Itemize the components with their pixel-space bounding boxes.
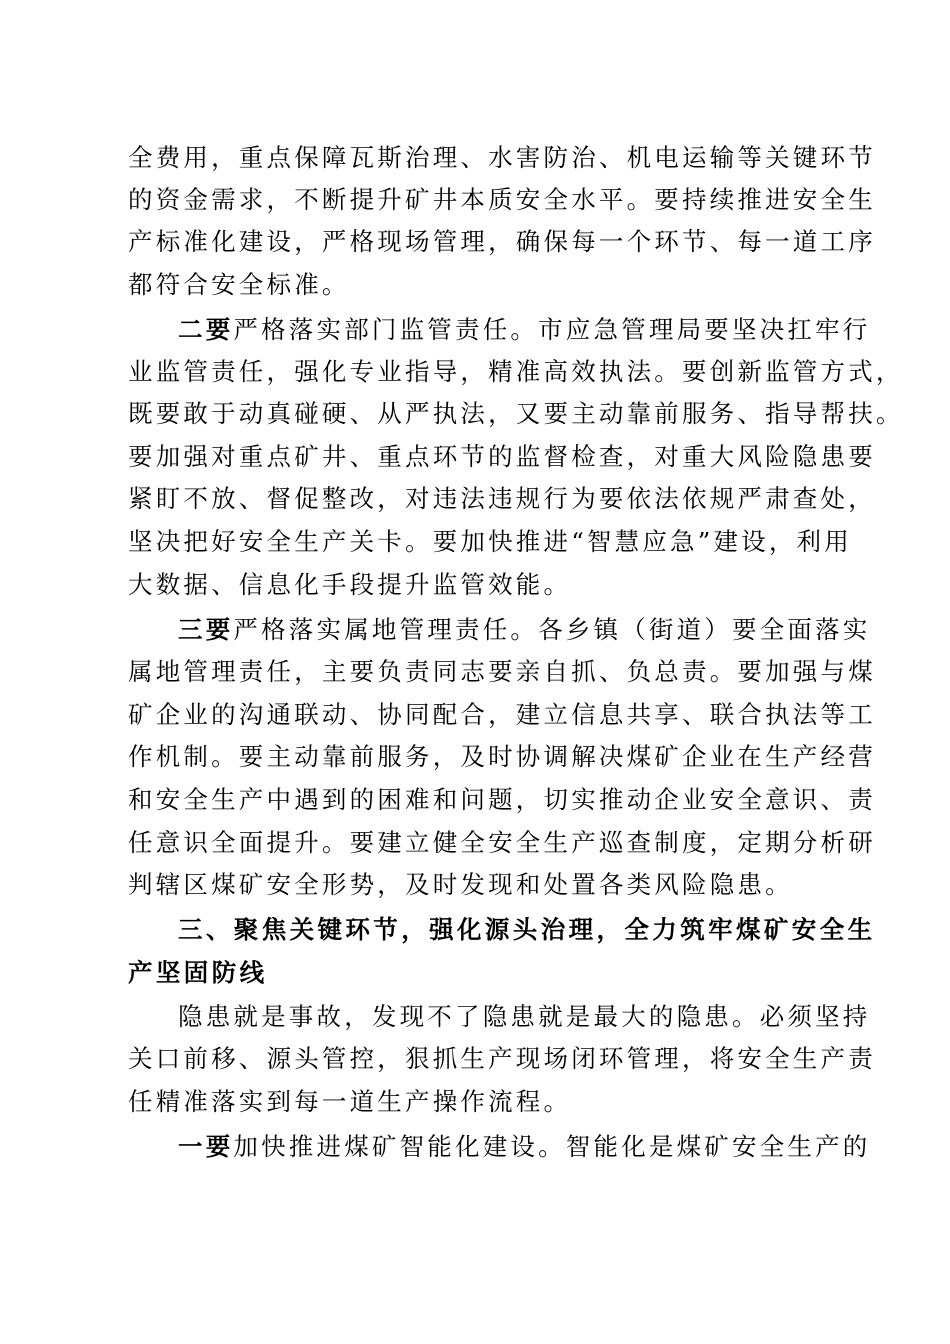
paragraph-line: 判辖区煤矿安全形势，及时发现和处置各类风险隐患。: [128, 870, 793, 899]
section-heading: 产坚固防线: [128, 958, 268, 987]
paragraph-line: 大数据、信息化手段提升监管效能。: [128, 570, 572, 599]
paragraph-line: 属地管理责任，主要负责同志要亲自抓、负总责。要加强与煤: [128, 657, 876, 686]
item-lead: 二要: [178, 315, 234, 344]
paragraph-line: 隐患就是事故，发现不了隐患就是最大的隐患。必须坚持: [178, 1002, 871, 1031]
paragraph-line: 都符合安全标准。: [128, 270, 350, 299]
paragraph-line: 任意识全面提升。要建立健全安全生产巡查制度，定期分析研: [128, 828, 876, 857]
paragraph-line: 一要加快推进煤矿智能化建设。智能化是煤矿安全生产的: [178, 1132, 871, 1161]
paragraph-line: 任精准落实到每一道生产操作流程。: [128, 1087, 572, 1116]
paragraph-line: 坚决把好安全生产关卡。要加快推进“智慧应急”建设，利用: [128, 527, 852, 556]
paragraph-line: 作机制。要主动靠前服务，及时协调解决煤矿企业在生产经营: [128, 742, 876, 771]
paragraph-line: 的资金需求，不断提升矿井本质安全水平。要持续推进安全生: [128, 185, 876, 214]
paragraph-line: 矿企业的沟通联动、协同配合，建立信息共享、联合执法等工: [128, 700, 876, 729]
paragraph-line: 二要严格落实部门监管责任。市应急管理局要坚决扛牢行: [178, 315, 871, 344]
paragraph-line: 三要严格落实属地管理责任。各乡镇（街道）要全面落实: [178, 615, 871, 644]
paragraph-line: 既要敢于动真碰硬、从严执法，又要主动靠前服务、指导帮扶。: [128, 399, 904, 428]
item-lead: 三要: [178, 615, 234, 644]
section-heading: 三、聚焦关键环节，强化源头治理，全力筑牢煤矿安全生: [178, 915, 876, 944]
paragraph-line: 要加强对重点矿井、重点环节的监督检查，对重大风险隐患要: [128, 442, 876, 471]
paragraph-line: 和安全生产中遇到的困难和问题，切实推动企业安全意识、责: [128, 785, 876, 814]
paragraph-line: 全费用，重点保障瓦斯治理、水害防治、机电运输等关键环节: [128, 143, 876, 172]
paragraph-line: 产标准化建设，严格现场管理，确保每一个环节、每一道工序: [128, 227, 876, 256]
paragraph-line: 关口前移、源头管控，狠抓生产现场闭环管理，将安全生产责: [128, 1044, 876, 1073]
item-lead: 一要: [178, 1132, 234, 1161]
paragraph-line: 紧盯不放、督促整改，对违法违规行为要依法依规严肃查处，: [128, 484, 876, 513]
paragraph-line: 业监管责任，强化专业指导，精准高效执法。要创新监管方式，: [128, 357, 904, 386]
